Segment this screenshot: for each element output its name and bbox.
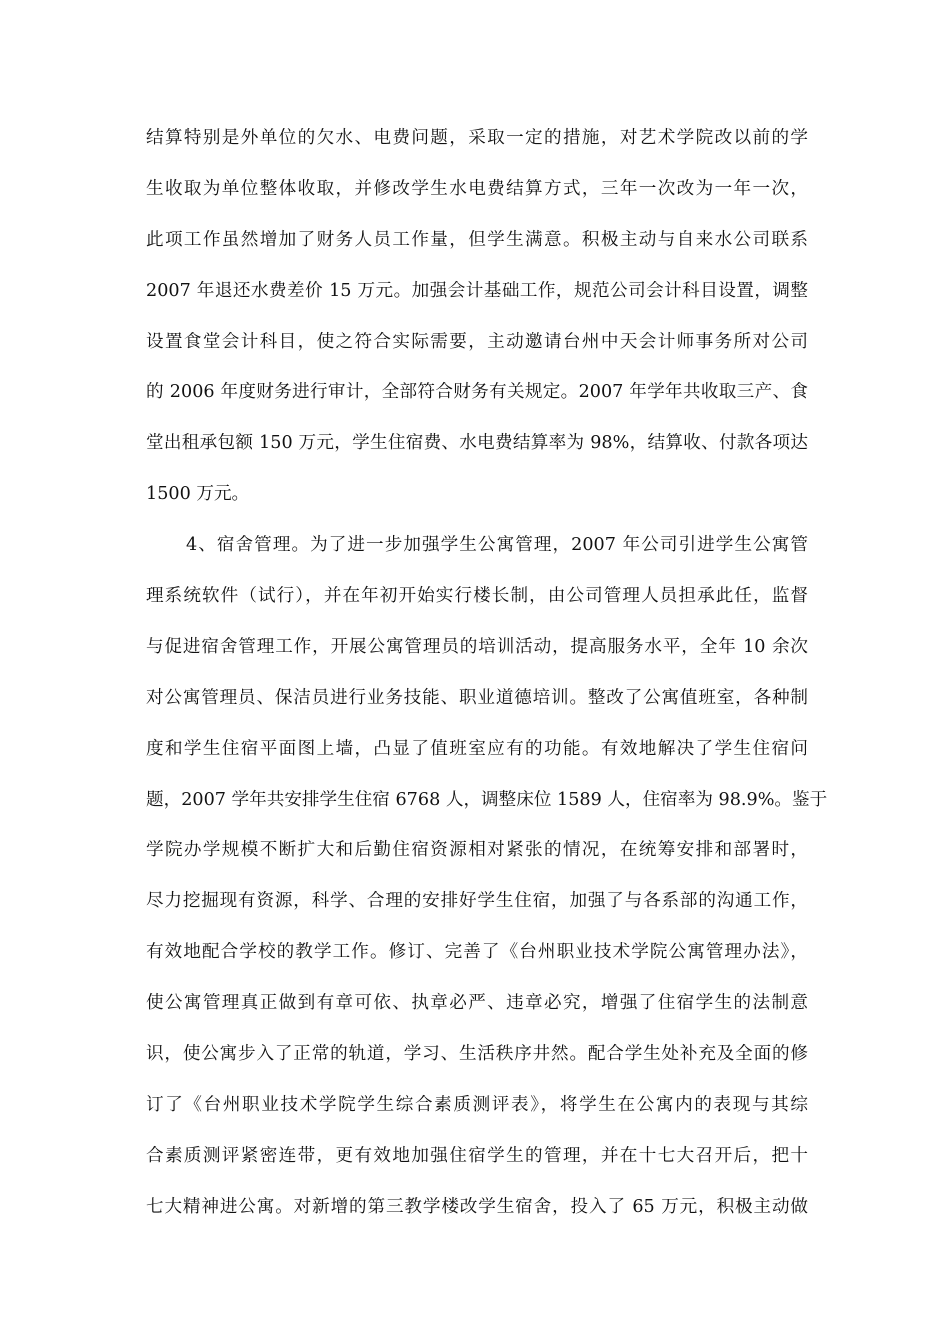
paragraph-start-line: 4、宿舍管理。为了进一步加强学生公寓管理，2007 年公司引进学生公寓管 bbox=[186, 535, 808, 556]
text-line: 合素质测评紧密连带，更有效地加强住宿学生的管理，并在十七大召开后，把十 bbox=[146, 1145, 808, 1166]
text-line: 有效地配合学校的教学工作。修订、完善了《台州职业技术学院公寓管理办法》， bbox=[146, 942, 808, 963]
text-line: 设置食堂会计科目，使之符合实际需要，主动邀请台州中天会计师事务所对公司 bbox=[146, 331, 808, 352]
text-line: 的 2006 年度财务进行审计，全部符合财务有关规定。2007 年学年共收取三产、食 bbox=[146, 382, 808, 403]
text-line: 堂出租承包额 150 万元，学生住宿费、水电费结算率为 98%，结算收、付款各项达 bbox=[146, 433, 808, 454]
text-line: 2007 年退还水费差价 15 万元。加强会计基础工作，规范公司会计科目设置，调整 bbox=[146, 280, 808, 301]
text-line: 对公寓管理员、保洁员进行业务技能、职业道德培训。整改了公寓值班室，各种制 bbox=[146, 687, 808, 708]
text-line: 使公寓管理真正做到有章可依、执章必严、违章必究，增强了住宿学生的法制意 bbox=[146, 993, 808, 1014]
text-line: 尽力挖掘现有资源，科学、合理的安排好学生住宿，加强了与各系部的沟通工作， bbox=[146, 891, 808, 912]
text-line: 生收取为单位整体收取，并修改学生水电费结算方式，三年一次改为一年一次， bbox=[146, 178, 808, 199]
text-line: 1500 万元。 bbox=[146, 484, 250, 505]
text-line: 识，使公寓步入了正常的轨道，学习、生活秩序井然。配合学生处补充及全面的修 bbox=[146, 1044, 808, 1065]
text-line: 理系统软件（试行），并在年初开始实行楼长制，由公司管理人员担承此任，监督 bbox=[146, 586, 808, 607]
text-line: 题，2007 学年共安排学生住宿 6768 人，调整床位 1589 人，住宿率为 98.9%。鉴于 bbox=[146, 789, 828, 810]
text-line: 结算特别是外单位的欠水、电费问题，采取一定的措施，对艺术学院改以前的学 bbox=[146, 128, 808, 148]
text-line: 七大精神进公寓。对新增的第三教学楼改学生宿舍，投入了 65 万元，积极主动做 bbox=[146, 1196, 808, 1217]
text-line: 度和学生住宿平面图上墙，凸显了值班室应有的功能。有效地解决了学生住宿问 bbox=[146, 738, 808, 759]
text-line: 学院办学规模不断扩大和后勤住宿资源相对紧张的情况，在统筹安排和部署时， bbox=[146, 840, 808, 861]
document-body bbox=[146, 119, 828, 1239]
text-line: 此项工作虽然增加了财务人员工作量，但学生满意。积极主动与自来水公司联系 bbox=[146, 229, 808, 250]
text-line: 与促进宿舍管理工作，开展公寓管理员的培训活动，提高服务水平，全年 10 余次 bbox=[146, 636, 808, 657]
text-line: 订了《台州职业技术学院学生综合素质测评表》，将学生在公寓内的表现与其综 bbox=[146, 1094, 808, 1115]
